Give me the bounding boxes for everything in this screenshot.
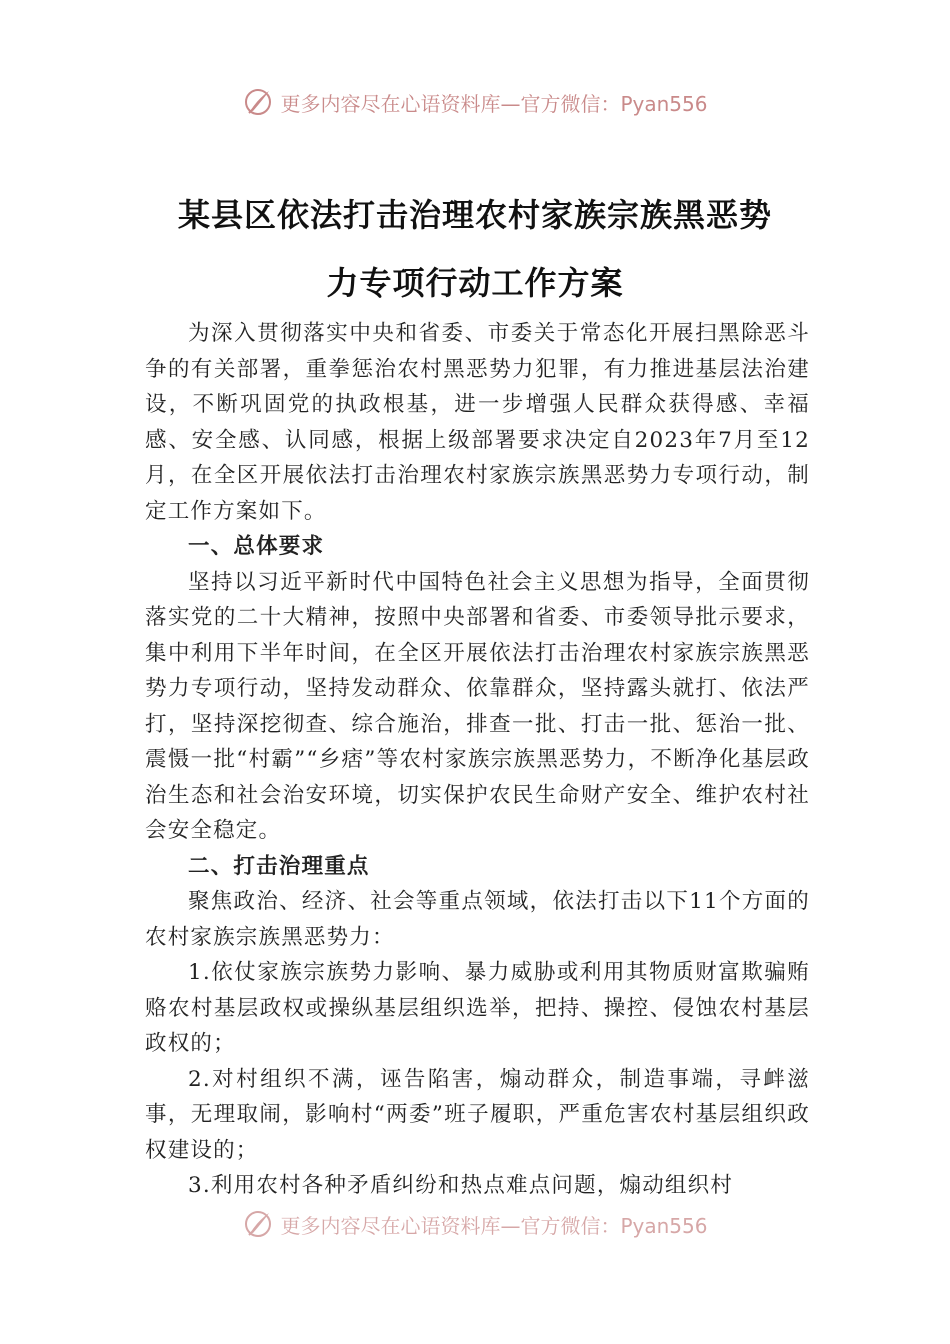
watermark-text: 更多内容尽在心语资料库—官方微信：Pyan556 [280, 91, 708, 116]
watermark-header [0, 82, 950, 122]
section-1-heading: 一、总体要求 [188, 534, 325, 559]
section-2-heading: 二、打击治理重点 [188, 853, 370, 879]
list-item-3: 3.利用农村各种矛盾纠纷和热点难点问题，煽动组织村 [188, 1173, 734, 1198]
section-1-paragraph: 坚持以习近平新时代中国特色社会主义思想为指导，全面贯彻落实党的二十大精神，按照中央部署和省委、市委领导批示要求，集中利用下半年时间，在全区开展依法打击治理农村家族宗族黑恶势力专项行动，坚持发动群众、依靠群众，坚持露头就打、依法严打，坚持深挖彻查、综合施治，排查一批、打击一批、惩治一批、震慑一批“村霸”“乡痞”等农村家族宗族黑恶势力，不断净化基层政治生态和社会治安环境，切实保护农民生命财产安全、维护农村社会安全稳定。 [145, 569, 810, 843]
section-2-intro-paragraph: 聚焦政治、经济、社会等重点领域，依法打击以下11个方面的农村家族宗族黑恶势力： [145, 889, 810, 950]
watermark-footer [0, 1204, 950, 1244]
quill-logo-icon [242, 1208, 274, 1240]
intro-paragraph: 为深入贯彻落实中央和省委、市委关于常态化开展扫黑除恶斗争的有关部署，重拳惩治农村黑恶势力犯罪，有力推进基层法治建设，不断巩固党的执政根基，进一步增强人民群众获得感、幸福感、安全感、认同感，根据上级部署要求决定自2023年7月至12月，在全区开展依法打击治理农村家族宗族黑恶势力专项行动，制定工作方案如下。 [145, 321, 810, 524]
document-title-line-1: 某县区依法打击治理农村家族宗族黑恶势 [177, 196, 772, 234]
document-body [145, 316, 810, 1204]
quill-logo-icon [242, 86, 274, 118]
document-title-line-2: 力专项行动工作方案 [326, 264, 624, 302]
list-item-1: 1.依仗家族宗族势力影响、暴力威胁或利用其物质财富欺骗贿赂农村基层政权或操纵基层组织选举，把持、操控、侵蚀农村基层政权的； [145, 960, 810, 1056]
watermark-text: 更多内容尽在心语资料库—官方微信：Pyan556 [280, 1213, 708, 1238]
list-item-2: 2.对村组织不满，诬告陷害，煽动群众，制造事端，寻衅滋事，无理取闹，影响村“两委”班子履职，严重危害农村基层组织政权建设的； [145, 1066, 810, 1163]
